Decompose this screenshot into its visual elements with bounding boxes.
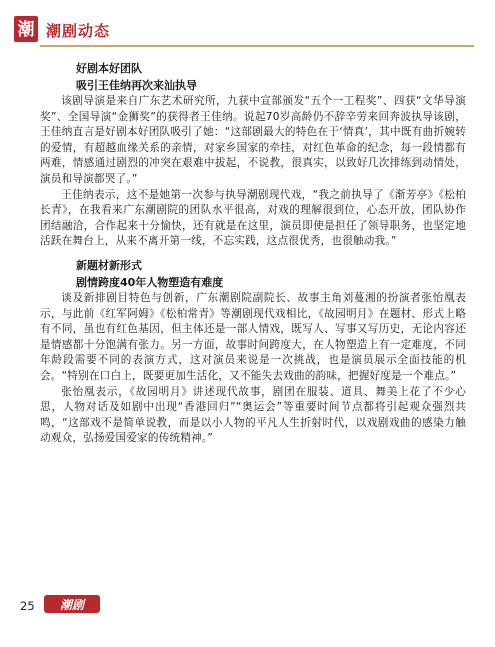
article-body: [40, 60, 466, 447]
section-title: 潮剧动态: [46, 22, 111, 40]
article-section-1: [40, 60, 466, 250]
paragraph: 谈及新排剧目特色与创新，广东潮剧院副院长、故事主角刘蔓湘的扮演者张怡凰表示，与此前《红军阿姆》《松柏常青》等潮剧现代戏相比，《故园明月》在题材、形式上略有不同，虽也有红色基因，但主体还是一部人情戏，既写人、写事又写历史，无论内容还是情感都十分饱满有张力。另一方面，故事时间跨度大，在人物塑造上有一定难度，不同年龄段需要不同的表演方式，这对演员来说是一次挑战，也是演员展示全面技能的机会。“特别在口白上，既要更加生活化，又不能失去戏曲的韵味，把握好度是一个难点。”: [40, 291, 466, 382]
section-2-heading-1: 新题材新形式: [76, 258, 142, 272]
section-2-heading-2: 剧情跨度40年人物塑造有难度: [76, 275, 224, 289]
footer-logo-text: 潮剧: [59, 598, 85, 612]
paragraph: 该剧导演是来自广东艺术研究所，九获中宣部颁发“五个一工程奖”、四获“文华导演奖”、全国导演“金狮奖”的获得者王佳纳。说起70岁高龄仍不辞辛劳来回奔波执导该剧，王佳纳直言是好剧本好团队吸引了她：“这部剧最大的特色在于‘情真’，其中既有曲折婉转的爱情，有超越血缘关系的亲情，对家乡国家的牵挂，对红色革命的纪念，每一段情都有两难，情感通过剧烈的冲突在艰难中拔起，不说教，很真实，以致好几次排练到动情处，演员和导演都哭了。”: [40, 95, 466, 185]
footer-logo-icon: [44, 595, 100, 613]
article-section-2: [40, 257, 466, 447]
header-divider: [40, 45, 474, 47]
logo-char: 潮: [17, 20, 35, 40]
paragraph: 王佳纳表示，这不是她第一次参与执导潮剧现代戏，“我之前执导了《渐芳亭》《松柏长青》，在我看来广东潮剧院的团队水平很高，对戏的理解很到位，心态开放，团队协作团结融洽，合作起来十分愉快，还有就是在这里，演员即使是担任了领导职务，也坚定地活跃在舞台上，从来不离开第一线，不忘实践，这点很优秀，也很触动我。”: [40, 188, 466, 248]
paragraph: 张怡凰表示，《故园明月》讲述现代故事，剧团在服装、道具、舞美上花了不少心思，人物对话及如剧中出现“香港回归”“奥运会”等重要时间节点都将引起观众强烈共鸣，“这部戏不是简单说教，而是以小人物的平凡人生折射时代，以戏剧戏曲的感染力触动观众，弘扬爱国爱家的传统精神。”: [40, 385, 466, 445]
page-number: 25: [20, 599, 35, 613]
chaoju-logo-icon: [14, 16, 38, 42]
section-1-heading-1: 好剧本好团队: [76, 62, 142, 75]
section-1-heading-2: 吸引王佳纳再次来汕执导: [76, 79, 197, 92]
page-header: [0, 0, 495, 54]
